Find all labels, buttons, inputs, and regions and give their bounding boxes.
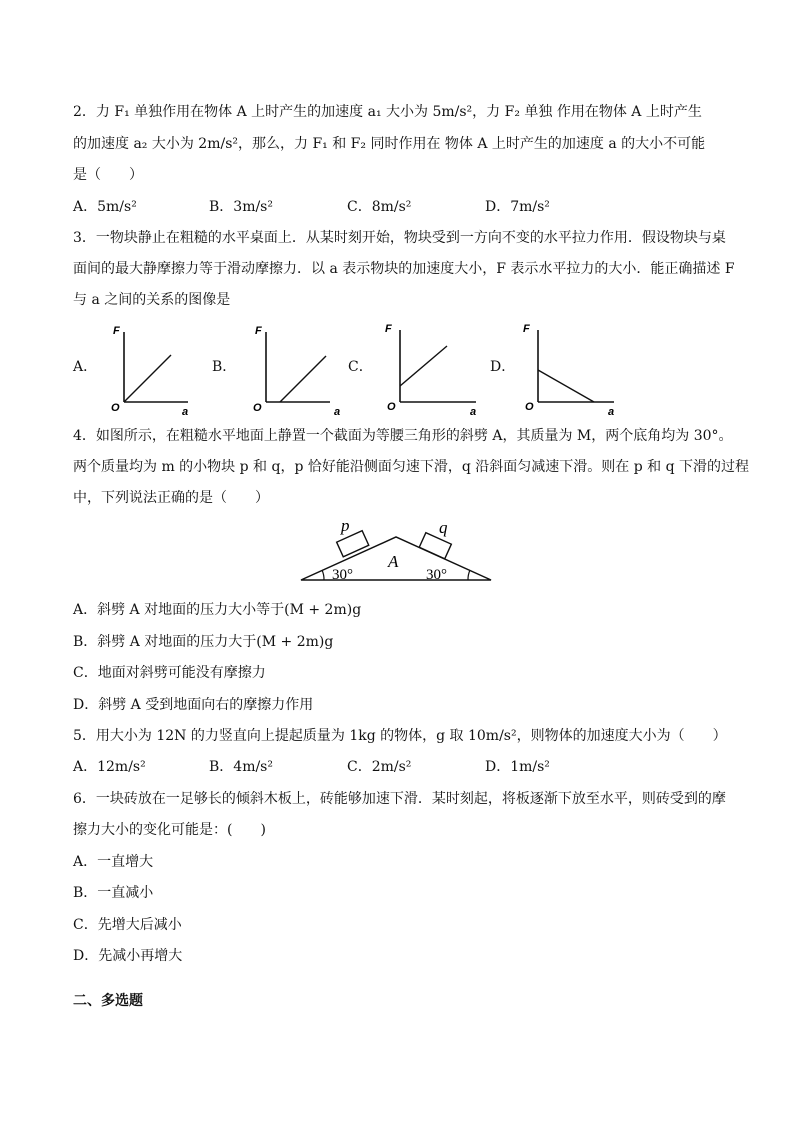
q4-option-b[interactable]: B．斜劈 A 对地面的压力大于(M + 2m)g	[73, 634, 334, 650]
angle-arc-right	[468, 570, 470, 580]
q6-stem-line1: 6．一块砖放在一足够长的倾斜木板上，砖能够加速下滑．某时刻起，将板逐渐下放至水平，则砖受到的摩	[73, 791, 726, 807]
q3-option-d-label[interactable]: D．	[490, 359, 516, 375]
q5-option-c[interactable]: C．2m/s²	[347, 759, 412, 775]
q2-stem-line3: 是（ ）	[73, 167, 143, 183]
q6-option-d[interactable]: D．先减小再增大	[73, 948, 183, 964]
label-angle-left: 30°	[332, 567, 353, 583]
q2-option-d[interactable]: D．7m/s²	[485, 199, 550, 215]
label-q: q	[439, 518, 448, 537]
q4-stem-line1: 4．如图所示，在粗糙水平地面上静置一个截面为等腰三角形的斜劈 A，其质量为 M，两个底角均为 30°。	[73, 428, 733, 444]
q3-graph-a	[108, 322, 198, 417]
q4-option-a[interactable]: A．斜劈 A 对地面的压力大小等于(M + 2m)g	[73, 602, 362, 618]
q3-graph-c-ylabel: F	[385, 323, 392, 335]
q2-options	[73, 197, 713, 217]
q3-stem-line1: 3．一物块静止在粗糙的水平桌面上．从某时刻开始，物块受到一方向不变的水平拉力作用．假设物块与桌	[73, 230, 726, 246]
q3-graph-b-xlabel: a	[334, 406, 340, 417]
q3-graph-d-ylabel: F	[523, 323, 530, 335]
q5-options	[73, 757, 713, 777]
q3-graph-b-origin: O	[253, 402, 262, 414]
q2-option-a[interactable]: A．5m/s²	[73, 199, 137, 215]
q3-graph-c-origin: O	[387, 401, 396, 413]
angle-arc-left	[322, 570, 324, 580]
q3-graph-d-origin: O	[525, 401, 534, 413]
q2-stem-line2: 的加速度 a₂ 大小为 2m/s²，那么，力 F₁ 和 F₂ 同时作用在 物体 A 上时产生的加速度 a 的大小不可能	[73, 136, 706, 152]
label-angle-right: 30°	[426, 567, 447, 583]
section-title-multiple-choice: 二、多选题	[73, 993, 143, 1009]
q6-option-b[interactable]: B．一直减小	[73, 885, 154, 901]
q4-option-d[interactable]: D．斜劈 A 受到地面向右的摩擦力作用	[73, 697, 314, 713]
q4-stem-line2: 两个质量均为 m 的小物块 p 和 q，p 恰好能沿侧面匀速下滑，q 沿斜面匀减速下滑。则在 p 和 q 下滑的过程	[73, 459, 749, 475]
q3-option-a-label[interactable]: A．	[73, 359, 98, 375]
label-p: p	[341, 516, 350, 535]
q6-stem-line2: 擦力大小的变化可能是：( )	[73, 822, 266, 838]
q4-stem-line3: 中，下列说法正确的是（ ）	[73, 490, 269, 506]
q5-option-a[interactable]: A．12m/s²	[73, 759, 146, 775]
q3-stem-line2: 面间的最大静摩擦力等于滑动摩擦力．以 a 表示物块的加速度大小，F 表示水平拉力的大小．能正确描述 F	[73, 261, 735, 277]
q3-option-c-label[interactable]: C．	[348, 359, 373, 375]
q3-graph-d-xlabel: a	[608, 406, 615, 417]
q3-graph-a-ylabel: F	[113, 325, 120, 337]
q6-option-a[interactable]: A．一直增大	[73, 854, 154, 870]
q4-option-c[interactable]: C．地面对斜劈可能没有摩擦力	[73, 665, 266, 681]
q3-stem-line3: 与 a 之间的关系的图像是	[73, 292, 231, 308]
q3-graph-d	[522, 320, 622, 417]
q3-graph-b-ylabel: F	[255, 325, 262, 337]
q3-graph-a-origin: O	[111, 402, 120, 414]
q2-stem-line1: 2．力 F₁ 单独作用在物体 A 上时产生的加速度 a₁ 大小为 5m/s²，力 F₂ 单独 作用在物体 A 上时产生	[73, 104, 702, 120]
q3-graph-b	[250, 322, 340, 417]
label-wedge-a: A	[388, 552, 399, 571]
q2-option-b[interactable]: B．3m/s²	[209, 199, 273, 215]
q6-option-c[interactable]: C．先增大后减小	[73, 917, 182, 933]
q2-option-c[interactable]: C．8m/s²	[347, 199, 412, 215]
q3-graph-a-xlabel: a	[182, 406, 189, 417]
q5-option-b[interactable]: B．4m/s²	[209, 759, 273, 775]
q3-graph-c-xlabel: a	[470, 406, 477, 417]
q4-wedge-figure	[296, 515, 496, 587]
q3-graph-c	[384, 320, 484, 417]
q5-stem-line1: 5．用大小为 12N 的力竖直向上提起质量为 1kg 的物体，g 取 10m/s²，则物体的加速度大小为（ ）	[73, 728, 727, 744]
q3-option-b-label[interactable]: B．	[212, 359, 237, 375]
q5-option-d[interactable]: D．1m/s²	[485, 759, 550, 775]
